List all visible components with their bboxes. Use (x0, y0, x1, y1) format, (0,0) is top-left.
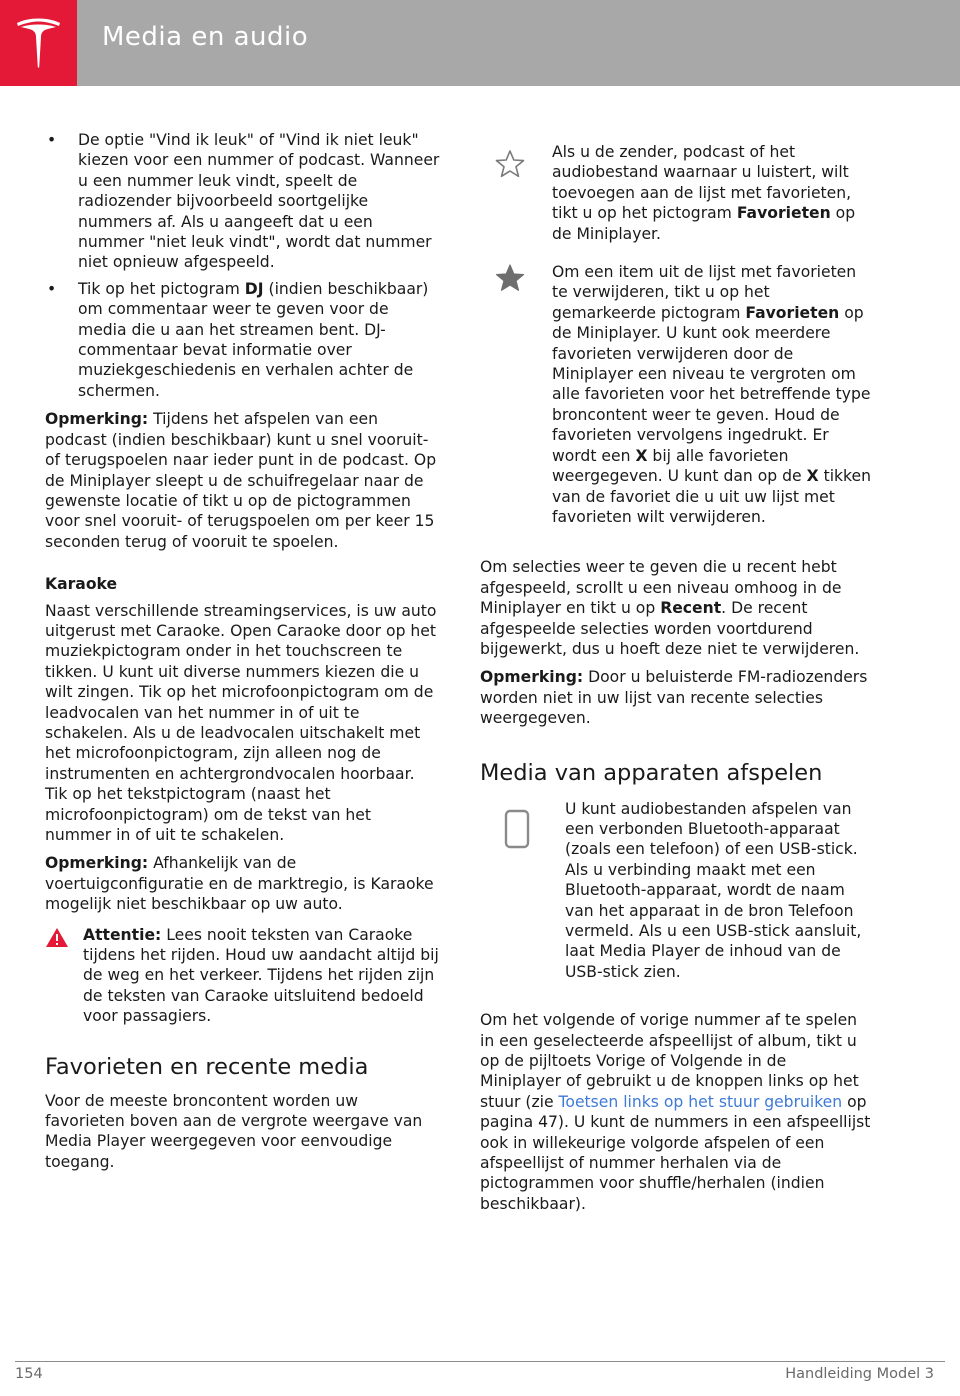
note-text: Tijdens het afspelen van een podcast (indien beschikbaar) kunt u snel vooruit- of terugspoelen naar ieder punt in de podcast. Op de Miniplayer sleept u de schuifregelaar naar de gewenste locatie of tikt u op de pictogrammen voor snel vooruit- of terugspoelen om per keer 15 seconden terug of vooruit te spoelen. (45, 410, 437, 551)
warning-icon (45, 927, 69, 948)
page-title: Media en audio (102, 22, 309, 52)
bold-term: X (806, 467, 819, 486)
block-text: op de Miniplayer. U kunt ook meerdere favorieten verwijderen door de Miniplayer een niveau te vergroten om alle favorieten voor het betreffende type broncontent weer te geven. Houd de favorieten vervolgens ingedrukt. Er wordt een (552, 303, 871, 465)
favorites-add-block (480, 142, 872, 244)
favorites-remove-block (480, 262, 872, 527)
manual-name: Handleiding Model 3 (785, 1366, 934, 1382)
bold-term: Favorieten (745, 303, 840, 322)
favorites-heading: Favorieten en recente media (45, 1053, 369, 1080)
bold-term: Favorieten (736, 204, 831, 223)
note-label: Opmerking: (45, 854, 149, 873)
star-outline-icon (494, 148, 526, 180)
paragraph-text: Om selecties weer te geven die u recent hebt afgespeeld, scrollt u een niveau omhoog in de Miniplayer en tikt u op (480, 558, 842, 618)
note-paragraph (480, 667, 872, 728)
block-text: Om een item uit de lijst met favorieten te verwijderen, tikt u op het gemarkeerde pictogram (552, 263, 857, 322)
karaoke-paragraph: Naast verschillende streamingservices, is uw auto uitgerust met Caraoke. Open Caraoke door op het muziekpictogram onder in het touchscreen te tikken. U kunt uit diverse nummers kiezen die u wilt zingen. Tik op het microfoonpictogram om de leadvocalen van het nummer in of uit te schakelen. Als u de leadvocalen uitschakelt met het microfoonpictogram, zijn alleen nog de instrumenten en achtergrondvocalen hoorbaar. Tik op het tekstpictogram (naast het microfoonpictogram) om de tekst van het nummer in of uit te schakelen. (45, 601, 437, 844)
playlist-paragraph (480, 1010, 872, 1214)
bold-term: X (635, 446, 648, 465)
right-column (480, 142, 872, 1222)
block-text: op de Miniplayer. (552, 204, 856, 243)
bold-term: Recent (660, 599, 722, 618)
star-filled-icon (494, 262, 526, 294)
block-text: tikken van de favoriet die u uit uw lijst met favorieten wilt verwijderen. (552, 467, 872, 526)
devices-heading: Media van apparaten afspelen (480, 759, 823, 786)
attention-label: Attentie: (83, 925, 162, 944)
left-column (45, 130, 440, 1180)
bullet-list (45, 130, 440, 401)
page-header (0, 0, 960, 86)
attention-text: Lees nooit teksten van Caraoke tijdens het rijden. Houd uw aandacht altijd bij de weg en het verkeer. Tijdens het rijden zijn de teksten van Caraoke uitsluitend bedoeld voor passagiers. (83, 925, 439, 1026)
bullet-text: De optie "Vind ik leuk" of "Vind ik niet leuk" kiezen voor een nummer of podcast. Wanneer u een nummer leuk vindt, speelt de radiozender bijvoorbeeld soortgelijke nummers af. Als u aangeeft dat u een nummer "niet leuk vindt", wordt dat nummer niet opnieuw afgespeeld. (78, 131, 440, 272)
block-text: bij alle favorieten weergegeven. U kunt dan op de (552, 446, 807, 486)
page-number: 154 (15, 1366, 43, 1382)
list-item (45, 130, 440, 273)
attention-block (45, 925, 440, 1027)
note-text: Afhankelijk van de voertuigconfiguratie en de marktregio, is Karaoke mogelijk niet beschikbaar op uw auto. (45, 854, 434, 914)
paragraph-text: Om het volgende of vorige nummer af te spelen in een geselecteerde afspeellijst of album, tikt u op de pijltoets Vorige of Volgende in de Miniplayer of gebruikt u de knoppen links op het stuur (zie (480, 1011, 859, 1111)
list-item (45, 279, 440, 401)
bullet-text: (indien beschikbaar) om commentaar weer te geven voor de media die u aan het streamen bent. DJ-commentaar bevat informatie over muziekgeschiedenis en verhalen achter de schermen. (78, 279, 429, 400)
device-block (480, 799, 872, 983)
note-paragraph (45, 853, 440, 914)
note-paragraph (45, 409, 440, 552)
recent-paragraph (480, 557, 872, 659)
block-text: Als u de zender, podcast of het audiobestand waarnaar u luistert, wilt toevoegen aan de lijst met favorieten, tikt u op het pictogram (552, 143, 852, 223)
phone-icon (502, 809, 532, 849)
note-text: Door u beluisterde FM-radiozenders worden niet in uw lijst van recente selecties weergegeven. (480, 668, 868, 728)
note-label: Opmerking: (480, 668, 584, 687)
favorites-paragraph: Voor de meeste broncontent worden uw favorieten boven aan de vergrote weergave van Media Player weergegeven voor eenvoudige toegang. (45, 1091, 423, 1171)
karaoke-heading: Karaoke (45, 575, 118, 594)
bold-term: DJ (244, 279, 264, 298)
note-label: Opmerking: (45, 410, 149, 429)
steering-buttons-link[interactable]: Toetsen links op het stuur gebruiken (558, 1092, 843, 1111)
paragraph-text: op pagina 47). U kunt de nummers in een afspeellijst ook in willekeurige volgorde afspelen of een afspeellijst of nummer herhalen via de pictogrammen voor shuffle/herhalen (indien beschikbaar). (480, 1092, 871, 1213)
tesla-logo (0, 0, 77, 86)
bullet-text: Tik op het pictogram (78, 279, 245, 298)
footer-divider (15, 1361, 945, 1362)
tesla-logo-icon (15, 17, 62, 69)
paragraph-text: . De recent afgespeelde selecties worden voortdurend bijgewerkt, dus u hoeft deze niet te verwijderen. (480, 599, 860, 658)
block-text: U kunt audiobestanden afspelen van een verbonden Bluetooth-apparaat (zoals een telefoon) of een USB-stick. Als u verbinding maakt met een Bluetooth-apparaat, wordt de naam van het apparaat in de bron Telefoon vermeld. Als u een USB-stick aansluit, laat Media Player de inhoud van de USB-stick zien. (565, 799, 862, 981)
